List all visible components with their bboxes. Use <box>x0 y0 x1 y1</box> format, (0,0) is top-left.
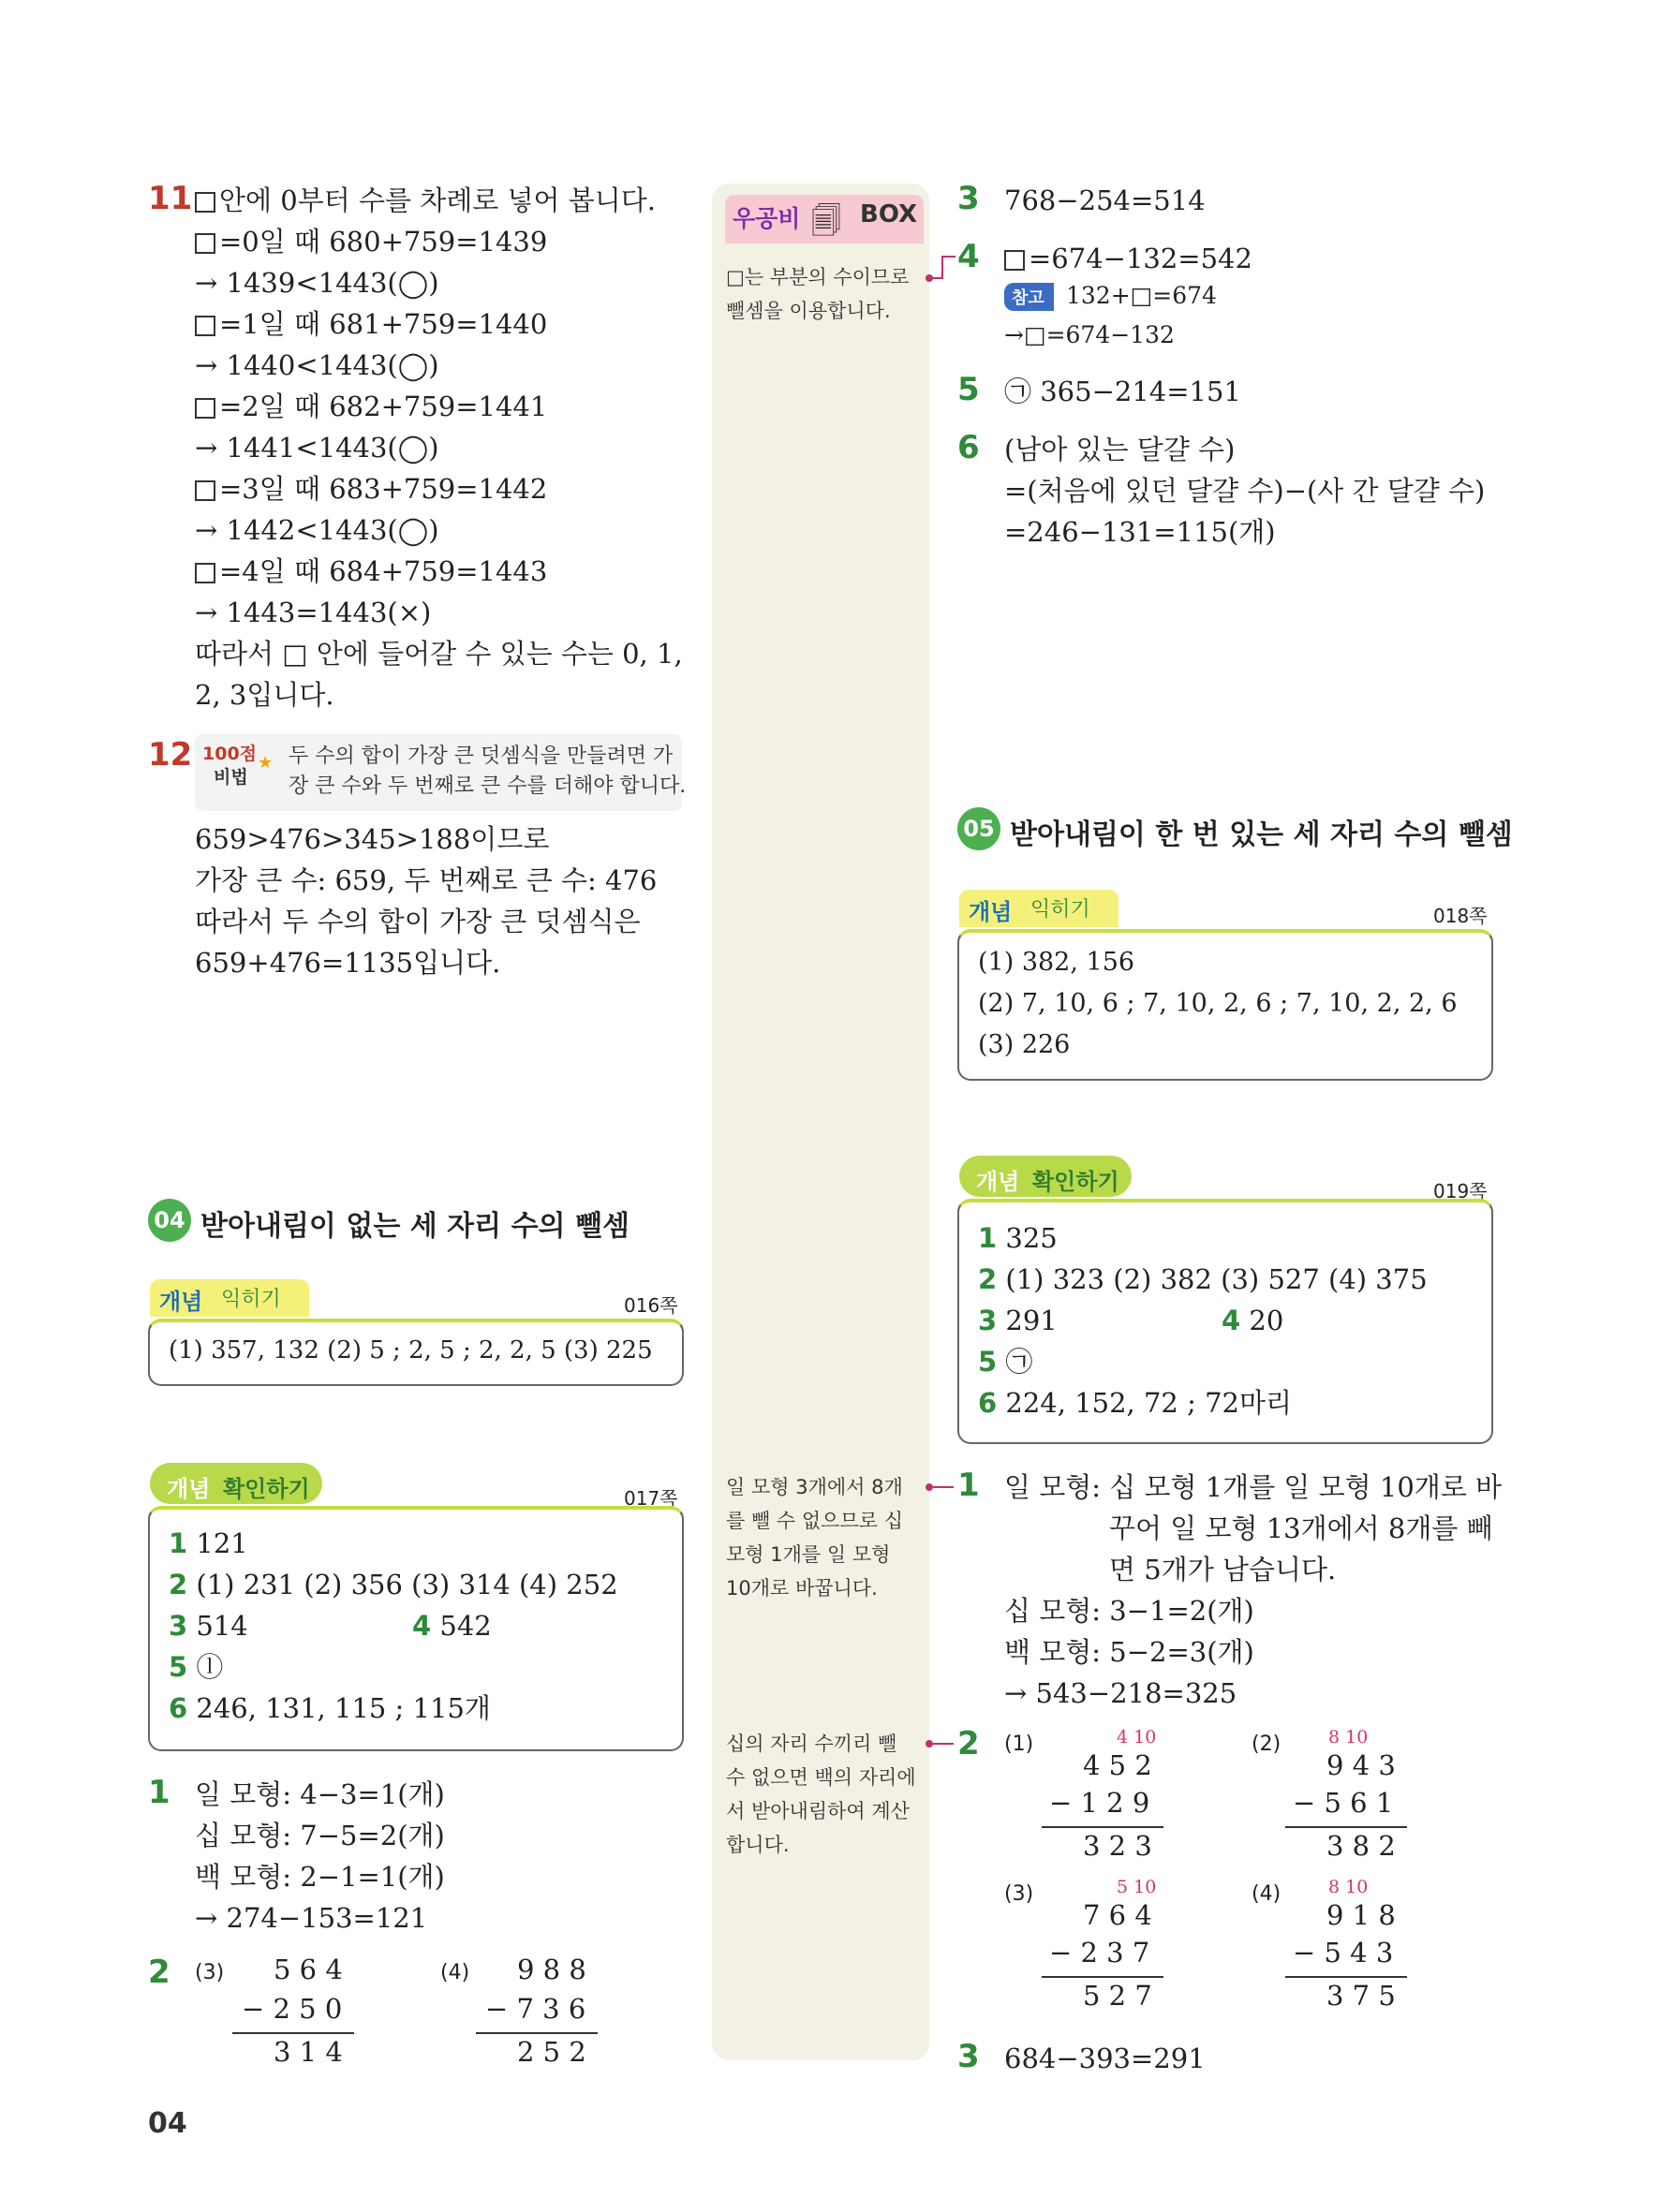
q4-text: =674−132=542 <box>1004 238 1252 279</box>
tip-badge-score: 100점 <box>202 744 258 764</box>
concept-tab-sub: 익히기 <box>221 1288 281 1311</box>
vertical-subtrahend: − 2 3 7 <box>1049 1937 1150 1969</box>
q12-line: 가장 큰 수: 659, 두 번째로 큰 수: 476 <box>195 864 658 896</box>
vertical-top: 9 1 8 <box>1326 1899 1396 1931</box>
vertical-rule <box>476 2032 598 2034</box>
check-row: 4 542 <box>412 1610 492 1642</box>
connector-line <box>933 1486 954 1488</box>
q11-line: 따라서 □ 안에 들어갈 수 있는 수는 0, 1, <box>195 638 683 670</box>
vertical-result: 5 2 7 <box>1083 1980 1152 2012</box>
borrow-mark: 5 10 <box>1117 1877 1157 1897</box>
sub-label: (2) <box>1252 1733 1281 1756</box>
sub-label: (4) <box>1252 1882 1281 1906</box>
vertical-top: 7 6 4 <box>1083 1899 1152 1931</box>
ex1-line: 십 모형: 3−1=2(개) <box>1004 1595 1254 1627</box>
book-icon: 🗐 <box>811 203 841 239</box>
q5-text: ㉠ 365−214=151 <box>1004 376 1241 407</box>
ex1-line: 백 모형: 2−1=1(개) <box>195 1861 445 1893</box>
check-row: 1 121 <box>169 1527 248 1559</box>
section-title: 받아내림이 한 번 있는 세 자리 수의 뺄셈 <box>1010 818 1513 851</box>
q3-text: 768−254=514 <box>1004 184 1206 216</box>
vertical-rule <box>1042 1976 1163 1978</box>
check-row: 2 (1) 323 (2) 382 (3) 527 (4) 375 <box>978 1263 1428 1295</box>
reference-tag: 참고 <box>1004 283 1054 311</box>
vertical-rule <box>1285 1826 1407 1828</box>
check-tab-sub: 확인하기 <box>223 1476 310 1502</box>
q4-ref: 132+□=674 <box>1066 282 1217 309</box>
vertical-top: 9 8 8 <box>517 1954 586 1985</box>
q4-ref: →□=674−132 <box>1004 321 1175 348</box>
sub-label: (3) <box>1004 1882 1034 1906</box>
vertical-subtrahend: − 5 6 1 <box>1293 1787 1394 1819</box>
question-number: 12 <box>148 736 193 774</box>
vertical-rule <box>1285 1976 1407 1978</box>
borrow-mark: 4 10 <box>1117 1727 1157 1747</box>
q11-line: =3일 때 683+759=1442 <box>195 468 547 509</box>
vertical-result: 3 8 2 <box>1326 1830 1396 1862</box>
practice-answer: (1) 357, 132 (2) 5 ; 2, 5 ; 2, 2, 5 (3) 225 <box>169 1336 653 1364</box>
check-row: 6 224, 152, 72 ; 72마리 <box>978 1387 1293 1419</box>
sub-label: (1) <box>1004 1733 1034 1756</box>
blank-box-icon <box>195 563 215 583</box>
vertical-result: 3 2 3 <box>1083 1830 1152 1862</box>
q11-line: → 1442<1443(◯) <box>195 514 439 546</box>
q11-line: 2, 3입니다. <box>195 679 334 711</box>
star-icon: ★ <box>258 753 274 773</box>
section-badge: 04 <box>148 1199 191 1242</box>
question-number: 11 <box>148 180 193 217</box>
sub-label: (3) <box>195 1961 225 1984</box>
q11-line: → 1439<1443(◯) <box>195 267 439 299</box>
side-note-2: 일 모형 3개에서 8개 를 뺄 수 없으므로 십 모형 1개를 일 모형 10개로 바꿉니다. <box>726 1476 903 1600</box>
section-title: 받아내림이 없는 세 자리 수의 뺄셈 <box>200 1210 630 1243</box>
q11-line: → 1441<1443(◯) <box>195 432 439 464</box>
borrow-mark: 8 10 <box>1328 1877 1369 1897</box>
question-number: 3 <box>957 180 980 217</box>
vertical-subtrahend: − 1 2 9 <box>1049 1787 1150 1819</box>
question-number: 2 <box>957 1725 980 1762</box>
vertical-rule <box>232 2032 354 2034</box>
vertical-result: 3 7 5 <box>1326 1980 1396 2012</box>
blank-box-icon <box>195 233 215 254</box>
practice-row: (3) 226 <box>978 1030 1071 1059</box>
ex1-line: 백 모형: 5−2=3(개) <box>1004 1636 1254 1668</box>
q11-line: =1일 때 681+759=1440 <box>195 303 547 345</box>
concept-tab-label: 개념 <box>969 899 1013 925</box>
ex1-line: 일 모형: 4−3=1(개) <box>195 1778 445 1810</box>
connector-line <box>929 253 957 281</box>
page-number: 04 <box>148 2107 187 2140</box>
question-number: 3 <box>957 2038 980 2075</box>
connector-line <box>933 1743 954 1745</box>
tip-badge-label: 비법 <box>214 767 248 788</box>
q11-line: =2일 때 682+759=1441 <box>195 386 547 427</box>
vertical-subtrahend: − 5 4 3 <box>1293 1937 1394 1969</box>
page-ref: 016쪽 <box>624 1294 678 1317</box>
ex1-line: 일 모형: 십 모형 1개를 일 모형 10개로 바 <box>1004 1471 1503 1503</box>
page-ref: 017쪽 <box>624 1487 678 1510</box>
ex1-line: 면 5개가 남습니다. <box>1109 1554 1337 1585</box>
section-badge: 05 <box>957 807 1000 850</box>
sub-label: (4) <box>440 1961 470 1984</box>
check-row: 4 20 <box>1222 1305 1284 1336</box>
question-number: 5 <box>957 371 980 408</box>
blank-box-icon <box>195 398 215 419</box>
q11-line: =0일 때 680+759=1439 <box>195 221 547 262</box>
blank-box-icon <box>195 316 215 336</box>
check-row: 3 291 <box>978 1305 1058 1336</box>
check-row: 6 246, 131, 115 ; 115개 <box>169 1692 491 1724</box>
ex1-line: 십 모형: 7−5=2(개) <box>195 1820 445 1851</box>
ex1-line: 꾸어 일 모형 13개에서 8개를 빼 <box>1109 1512 1493 1544</box>
blank-box-icon <box>195 480 215 501</box>
check-tab-label: 개념 <box>976 1169 1020 1195</box>
q11-line: 안에 0부터 수를 차례로 넣어 봅니다. <box>195 180 656 221</box>
connector-dot <box>926 1483 933 1491</box>
vertical-top: 5 6 4 <box>274 1954 343 1985</box>
practice-row: (2) 7, 10, 6 ; 7, 10, 2, 6 ; 7, 10, 2, 2, 6 <box>978 989 1458 1018</box>
concept-tab-sub: 익히기 <box>1030 898 1090 922</box>
blank-box-icon <box>195 192 215 213</box>
check-row: 1 325 <box>978 1222 1058 1254</box>
practice-row: (1) 382, 156 <box>978 948 1135 977</box>
check-row: 5 ㉠ <box>978 1346 1033 1378</box>
blank-box-icon <box>1004 250 1025 271</box>
q12-line: 659+476=1135입니다. <box>195 947 501 979</box>
q11-line: → 1443=1443(×) <box>195 597 432 628</box>
check-row: 5 ⓛ <box>169 1651 224 1683</box>
borrow-mark: 8 10 <box>1328 1727 1369 1747</box>
q11-line: =4일 때 684+759=1443 <box>195 551 547 592</box>
q12-line: 따라서 두 수의 합이 가장 큰 덧셈식은 <box>195 906 641 937</box>
connector-dot <box>926 1740 933 1747</box>
question-number: 1 <box>957 1467 980 1504</box>
ex1-line: → 274−153=121 <box>195 1902 428 1934</box>
check-tab-label: 개념 <box>167 1476 211 1502</box>
vertical-subtrahend: − 2 5 0 <box>242 1993 343 2025</box>
side-box-title-a: 우공비 <box>733 205 801 232</box>
q6-line: =246−131=115(개) <box>1004 516 1276 548</box>
vertical-top: 4 5 2 <box>1083 1749 1152 1781</box>
check-row: 2 (1) 231 (2) 356 (3) 314 (4) 252 <box>169 1569 618 1600</box>
vertical-result: 3 1 4 <box>274 2036 343 2068</box>
ex1-line: → 543−218=325 <box>1004 1677 1237 1709</box>
vertical-result: 2 5 2 <box>517 2036 586 2068</box>
q11-line: → 1440<1443(◯) <box>195 349 439 381</box>
side-note-3: 십의 자리 수끼리 뺄 수 없으면 백의 자리에 서 받아내림하여 계산 합니다. <box>726 1733 916 1856</box>
check-row: 3 514 <box>169 1610 248 1642</box>
page-ref: 019쪽 <box>1433 1180 1488 1202</box>
question-number: 1 <box>148 1774 170 1811</box>
check-tab-sub: 확인하기 <box>1032 1169 1119 1195</box>
side-box-title-b: BOX <box>860 200 918 229</box>
q6-line: =(처음에 있던 달걀 수)−(사 간 달걀 수) <box>1004 475 1486 507</box>
question-number: 2 <box>148 1954 170 1991</box>
question-number: 4 <box>957 238 980 275</box>
q6-line: (남아 있는 달걀 수) <box>1004 434 1236 465</box>
tip-text: 두 수의 합이 가장 큰 덧셈식을 만들려면 가 장 큰 수와 두 번째로 큰 수를 더해야 합니다. <box>289 745 687 798</box>
question-number: 6 <box>957 429 980 466</box>
vertical-subtrahend: − 7 3 6 <box>485 1993 586 2025</box>
side-note-1: □는 부분의 수이므로 뺄셈을 이용합니다. <box>726 266 910 322</box>
page-ref: 018쪽 <box>1433 905 1488 927</box>
vertical-rule <box>1042 1826 1163 1828</box>
ex3-text: 684−393=291 <box>1004 2042 1206 2074</box>
vertical-top: 9 4 3 <box>1326 1749 1396 1781</box>
concept-tab-label: 개념 <box>159 1289 203 1315</box>
q12-line: 659>476>345>188이므로 <box>195 823 550 855</box>
